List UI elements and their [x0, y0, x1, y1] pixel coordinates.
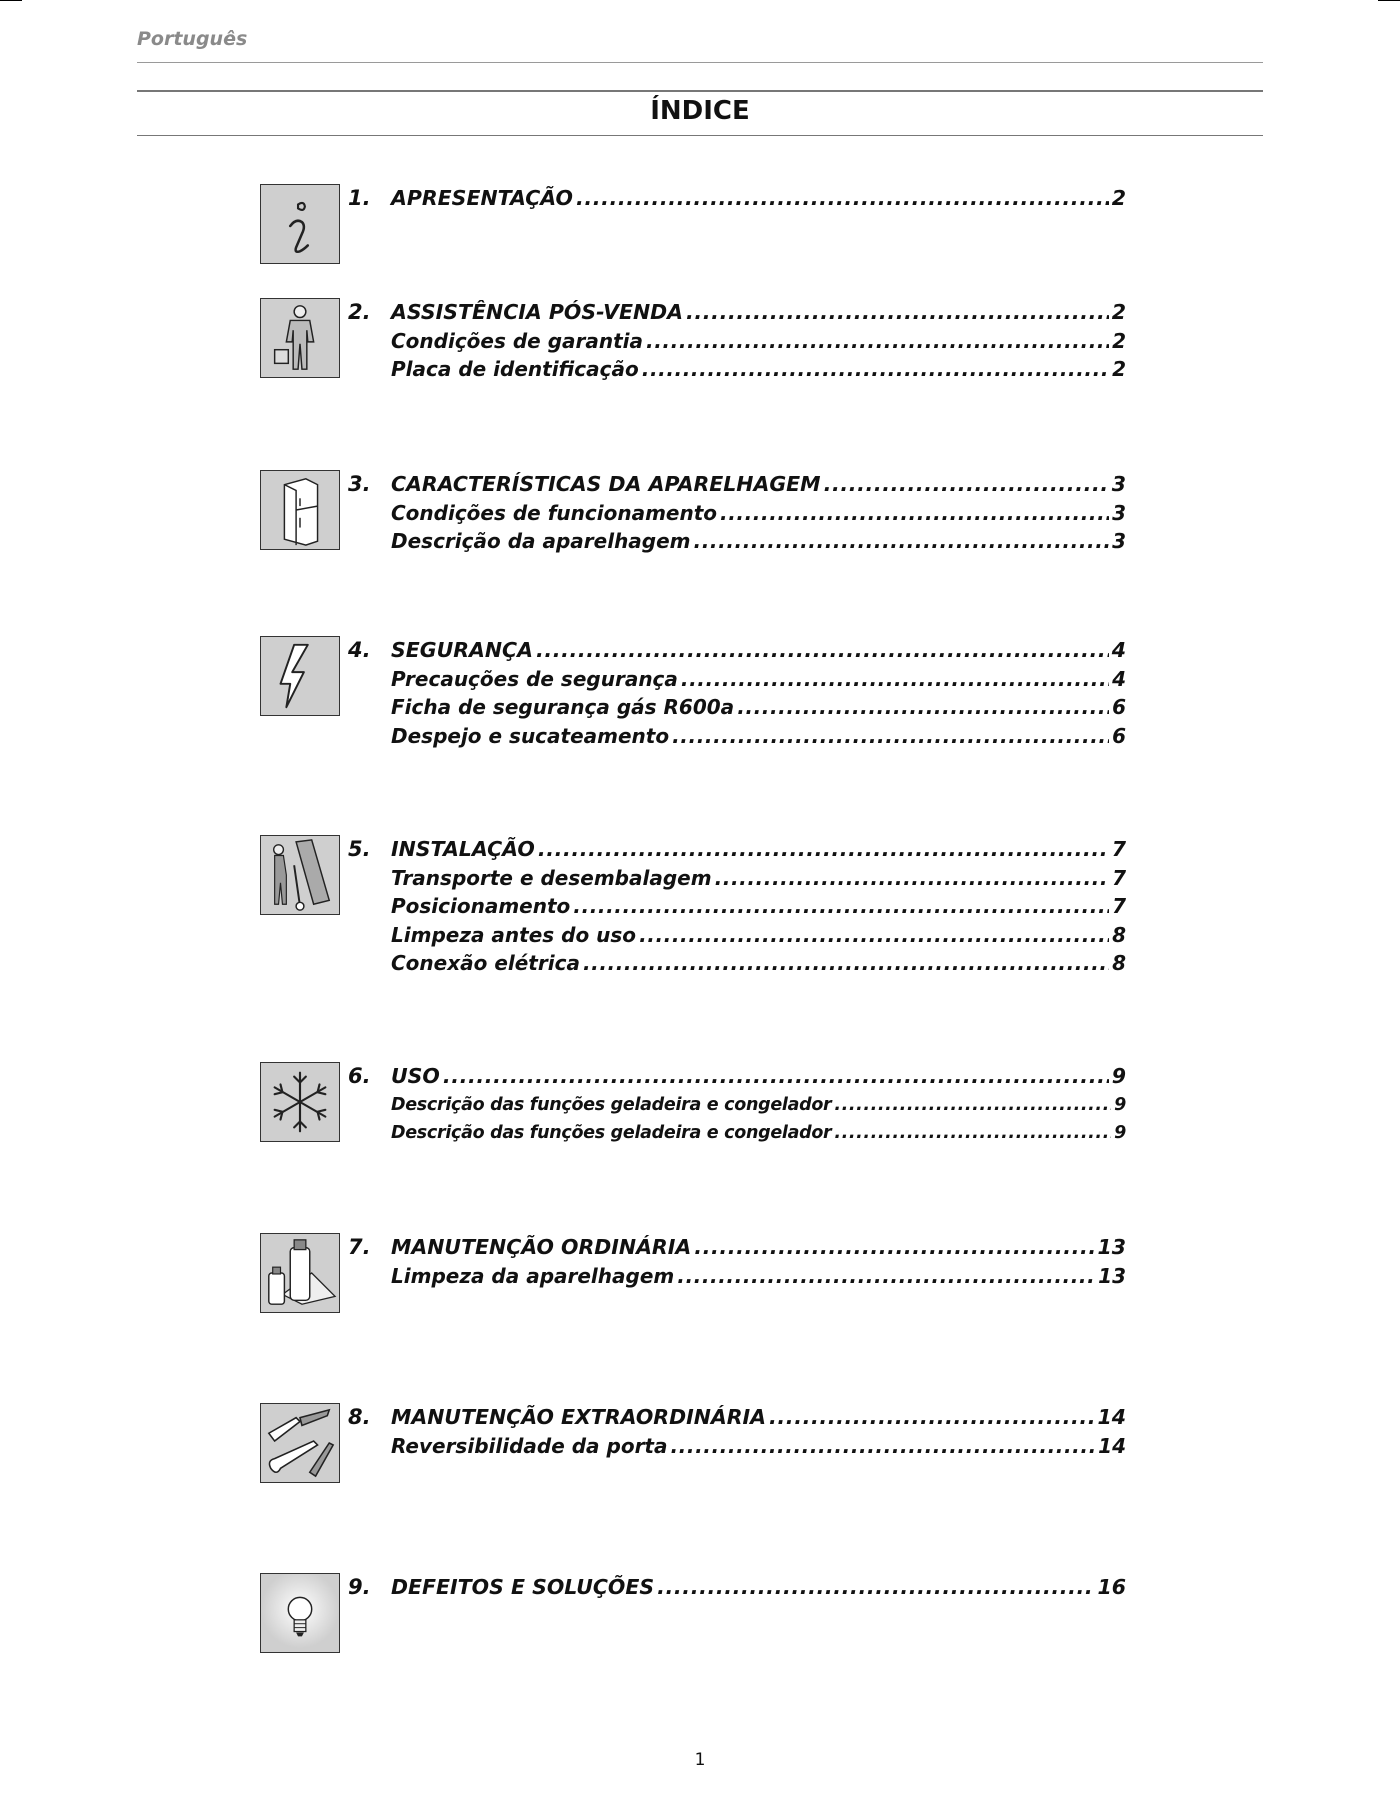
toc-entry-limpeza-antes[interactable] — [391, 921, 1126, 950]
entry-page: 9 — [1114, 1094, 1126, 1115]
entry-page: 13 — [1097, 1235, 1126, 1259]
entry-page: 4 — [1111, 638, 1126, 662]
dot-leader — [573, 892, 1109, 921]
entry-label: SEGURANÇA — [391, 638, 533, 662]
header-divider — [137, 62, 1263, 63]
dot-leader — [642, 355, 1109, 384]
snowflake-icon — [260, 1062, 340, 1142]
entry-page: 16 — [1097, 1575, 1126, 1599]
section-number: 1. — [348, 186, 371, 210]
toc-entry-limpeza-aparelhagem[interactable] — [391, 1262, 1126, 1291]
entry-page: 2 — [1111, 186, 1126, 210]
toc-entry-defeitos[interactable] — [391, 1573, 1126, 1602]
dot-leader — [672, 722, 1109, 751]
dot-leader — [694, 1233, 1094, 1262]
toc-entry-apresentacao[interactable] — [391, 184, 1126, 213]
toc-entry-garantia[interactable] — [391, 327, 1126, 356]
crop-mark-left — [0, 0, 22, 1]
dot-leader — [677, 1262, 1095, 1291]
toc-entry-caracteristicas[interactable] — [391, 470, 1126, 499]
hand-truck-icon — [260, 835, 340, 915]
dot-leader — [646, 327, 1109, 356]
section-number: 2. — [348, 300, 371, 324]
refrigerator-icon — [260, 470, 340, 550]
section-number: 4. — [348, 638, 371, 662]
toc-entry-despejo[interactable] — [391, 722, 1126, 751]
toc-entry-reversibilidade[interactable] — [391, 1432, 1126, 1461]
info-icon — [260, 184, 340, 264]
title-bottom-rule — [137, 135, 1263, 136]
entry-label: Descrição da aparelhagem — [391, 529, 691, 553]
entry-page: 6 — [1112, 695, 1126, 719]
entry-label: Posicionamento — [391, 894, 571, 918]
toc-entry-instalacao[interactable] — [391, 835, 1126, 864]
language-label: Português — [137, 28, 248, 50]
lightning-icon — [260, 636, 340, 716]
entry-page: 2 — [1111, 300, 1126, 324]
toc-entry-placa[interactable] — [391, 355, 1126, 384]
entry-label: Placa de identificação — [391, 357, 639, 381]
entry-label: Descrição das funções geladeira e congelador — [391, 1094, 832, 1115]
entry-page: 7 — [1111, 837, 1126, 861]
entry-page: 14 — [1097, 1405, 1126, 1429]
entry-page: 8 — [1112, 951, 1126, 975]
toc-entry-precaucoes[interactable] — [391, 665, 1126, 694]
toc-entry-transporte[interactable] — [391, 864, 1126, 893]
entry-page: 3 — [1112, 500, 1126, 525]
dot-leader — [694, 527, 1110, 556]
toc-entry-ficha-gas[interactable] — [391, 693, 1126, 722]
section-number: 7. — [348, 1235, 371, 1259]
entry-label: Limpeza antes do uso — [391, 922, 637, 947]
entry-label: Condições de garantia — [391, 328, 644, 353]
dot-leader — [834, 1119, 1111, 1148]
dot-leader — [681, 665, 1109, 694]
dot-leader — [769, 1403, 1094, 1432]
dot-leader — [657, 1573, 1094, 1602]
dot-leader — [583, 949, 1109, 978]
dot-leader — [670, 1432, 1095, 1461]
toc-entry-uso[interactable] — [391, 1062, 1126, 1091]
tools-icon — [260, 1403, 340, 1483]
title-top-rule — [137, 90, 1263, 92]
entry-label: Precauções de segurança — [391, 666, 678, 691]
dot-leader — [720, 499, 1109, 528]
dot-leader — [824, 470, 1109, 499]
dot-leader — [576, 184, 1109, 213]
dot-leader — [536, 636, 1109, 665]
entry-label: Transporte e desembalagem — [391, 865, 712, 890]
cleaning-products-icon — [260, 1233, 340, 1313]
entry-page: 9 — [1114, 1123, 1126, 1143]
entry-label: CARACTERÍSTICAS DA APARELHAGEM — [391, 472, 821, 496]
entry-page: 2 — [1112, 328, 1126, 353]
entry-page: 2 — [1112, 357, 1126, 381]
toc-entry-funcoes-2[interactable] — [391, 1119, 1126, 1148]
entry-label: DEFEITOS E SOLUÇÕES — [391, 1575, 655, 1599]
entry-label: Condições de funcionamento — [391, 500, 718, 525]
dot-leader — [538, 835, 1109, 864]
toc-entry-assistencia[interactable] — [391, 298, 1126, 327]
entry-label: Conexão elétrica — [391, 951, 580, 975]
toc-entry-funcionamento[interactable] — [391, 499, 1126, 528]
entry-label: MANUTENÇÃO ORDINÁRIA — [391, 1235, 692, 1259]
section-number: 6. — [348, 1064, 371, 1088]
dot-leader — [715, 864, 1110, 893]
dot-leader — [737, 693, 1109, 722]
entry-page: 9 — [1111, 1064, 1126, 1088]
entry-page: 3 — [1111, 472, 1126, 496]
entry-page: 8 — [1112, 922, 1126, 947]
toc-entry-posicionamento[interactable] — [391, 892, 1126, 921]
entry-page: 14 — [1098, 1433, 1126, 1458]
dot-leader — [443, 1062, 1109, 1091]
entry-label: Despejo e sucateamento — [391, 723, 670, 748]
entry-label: Ficha de segurança gás R600a — [391, 695, 735, 719]
dot-leader — [686, 298, 1109, 327]
page-title: ÍNDICE — [650, 96, 750, 126]
entry-page: 7 — [1112, 894, 1126, 918]
page-number: 1 — [694, 1750, 706, 1770]
entry-page: 7 — [1112, 865, 1126, 890]
entry-label: ASSISTÊNCIA PÓS-VENDA — [391, 300, 684, 324]
dot-leader — [834, 1091, 1111, 1120]
entry-page: 4 — [1112, 666, 1126, 691]
toc-entry-descricao[interactable] — [391, 527, 1126, 556]
toc-entry-funcoes-1[interactable] — [391, 1091, 1126, 1120]
section-number: 3. — [348, 472, 371, 496]
entry-label: MANUTENÇÃO EXTRAORDINÁRIA — [391, 1405, 767, 1429]
entry-label: Descrição das funções geladeira e congelador — [391, 1123, 832, 1143]
section-number: 9. — [348, 1575, 371, 1599]
toc-entry-manutencao-extraordinaria[interactable] — [391, 1403, 1126, 1432]
entry-label: Limpeza da aparelhagem — [391, 1263, 675, 1288]
entry-page: 3 — [1112, 529, 1126, 553]
entry-page: 13 — [1098, 1263, 1126, 1288]
technician-icon — [260, 298, 340, 378]
light-bulb-icon — [260, 1573, 340, 1653]
dot-leader — [639, 921, 1109, 950]
crop-mark-right — [1378, 0, 1400, 1]
section-number: 8. — [348, 1405, 371, 1429]
toc-entry-seguranca[interactable] — [391, 636, 1126, 665]
entry-label: APRESENTAÇÃO — [391, 186, 573, 210]
section-number: 5. — [348, 837, 371, 861]
entry-label: Reversibilidade da porta — [391, 1433, 668, 1458]
toc-entry-conexao[interactable] — [391, 949, 1126, 978]
toc-entry-manutencao-ordinaria[interactable] — [391, 1233, 1126, 1262]
entry-label: INSTALAÇÃO — [391, 837, 535, 861]
entry-label: USO — [391, 1064, 440, 1088]
entry-page: 6 — [1112, 723, 1126, 748]
